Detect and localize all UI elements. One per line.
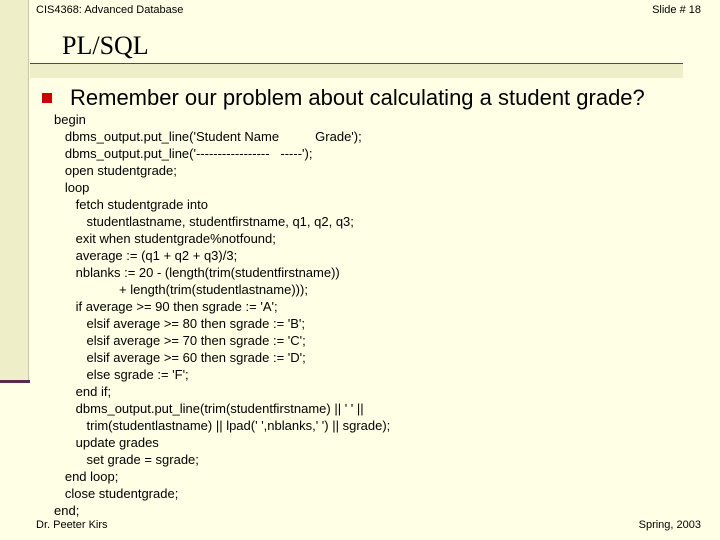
code-line: end;	[54, 503, 80, 518]
slide-number: Slide # 18	[652, 4, 701, 16]
code-line: update grades	[54, 435, 159, 450]
code-line: dbms_output.put_line('----------------- -----');	[54, 146, 313, 161]
code-line: nblanks := 20 - (length(trim(studentfirstname))	[54, 265, 340, 280]
code-block	[54, 111, 390, 519]
code-line: trim(studentlastname) || lpad(' ',nblanks,' ') || sgrade);	[54, 418, 391, 433]
code-line: exit when studentgrade%notfound;	[54, 231, 276, 246]
slide-title: PL/SQL	[62, 31, 149, 60]
left-decor-accent	[0, 380, 30, 383]
code-line: dbms_output.put_line('Student Name Grade');	[54, 129, 362, 144]
course-header: CIS4368: Advanced Database	[36, 4, 184, 16]
code-line: if average >= 90 then sgrade := 'A';	[54, 299, 278, 314]
code-line: studentlastname, studentfirstname, q1, q2, q3;	[54, 214, 354, 229]
footer-author: Dr. Peeter Kirs	[36, 519, 108, 531]
code-line: open studentgrade;	[54, 163, 177, 178]
bullet-text: Remember our problem about calculating a student grade?	[70, 85, 645, 110]
code-line: elsif average >= 60 then sgrade := 'D';	[54, 350, 306, 365]
code-line: begin	[54, 112, 86, 127]
code-line: end if;	[54, 384, 112, 399]
title-band	[30, 64, 683, 78]
code-line: average := (q1 + q2 + q3)/3;	[54, 248, 238, 263]
code-line: else sgrade := 'F';	[54, 367, 189, 382]
code-line: loop	[54, 180, 90, 195]
code-line: elsif average >= 70 then sgrade := 'C';	[54, 333, 306, 348]
code-line: end loop;	[54, 469, 119, 484]
bullet-item	[42, 85, 645, 111]
left-decor-bar	[0, 0, 29, 383]
code-line: dbms_output.put_line(trim(studentfirstname) || ' ' ||	[54, 401, 364, 416]
code-line: fetch studentgrade into	[54, 197, 208, 212]
code-line: close studentgrade;	[54, 486, 179, 501]
code-line: set grade = sgrade;	[54, 452, 199, 467]
bullet-square-icon	[42, 93, 52, 103]
footer-term: Spring, 2003	[638, 519, 701, 531]
code-line: + length(trim(studentlastname)));	[54, 282, 308, 297]
code-line: elsif average >= 80 then sgrade := 'B';	[54, 316, 306, 331]
